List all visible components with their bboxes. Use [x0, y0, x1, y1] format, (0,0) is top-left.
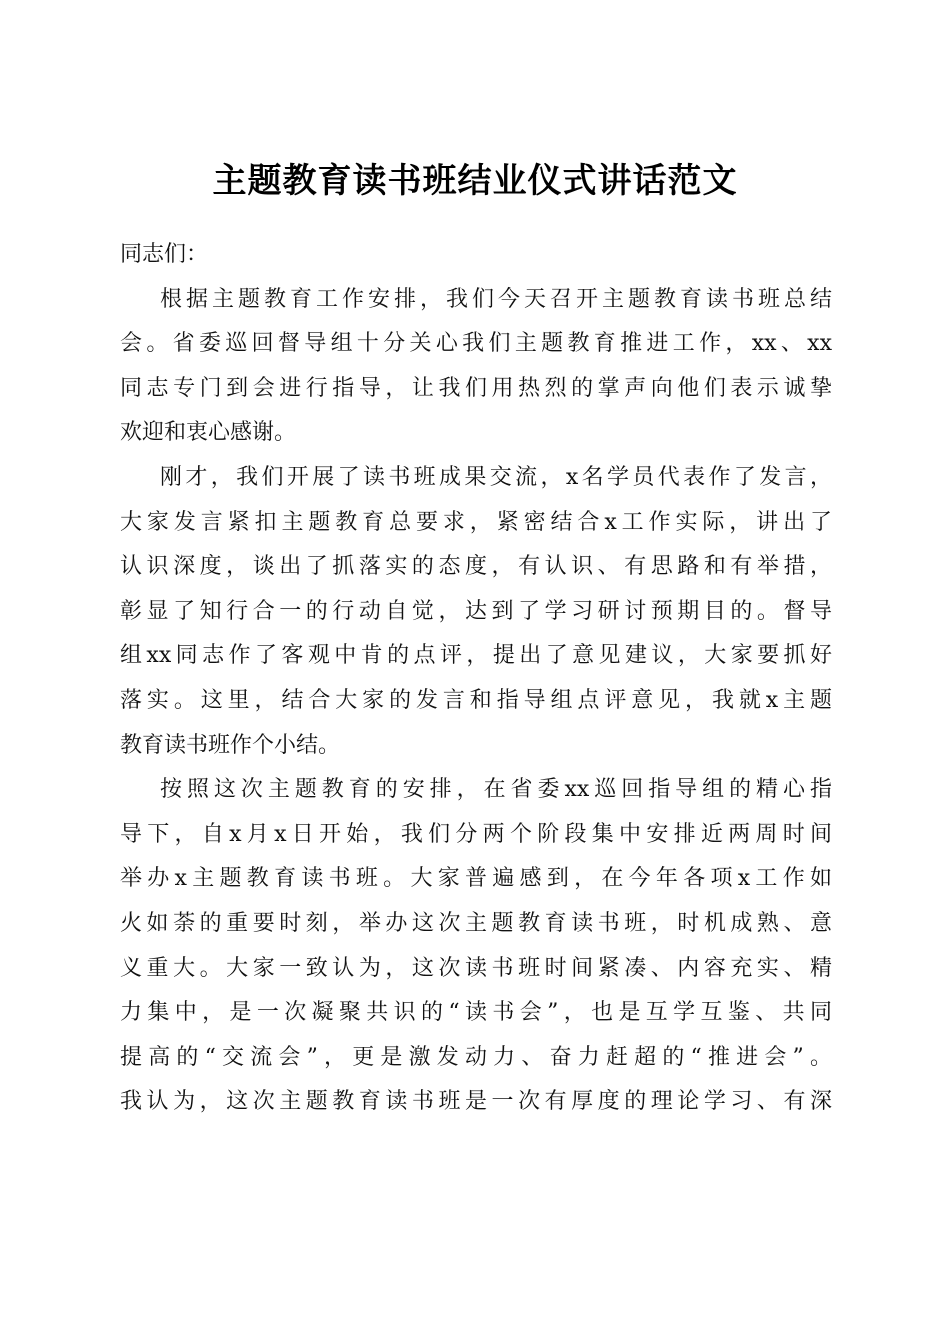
paragraph-line: 义重大。大家一致认为，这次读书班时间紧凑、内容充实、精 [120, 955, 832, 981]
paragraph-3 [120, 768, 832, 1125]
salutation: 同志们： [120, 242, 209, 267]
paragraph-line: 力集中，是一次凝聚共识的“读书会”，也是互学互鉴、共同 [120, 1000, 832, 1026]
paragraph-1 [120, 278, 832, 456]
paragraph-2 [120, 456, 832, 768]
paragraph-line: 根据主题教育工作安排，我们今天召开主题教育读书班总结 [160, 286, 832, 312]
paragraph-line: 火如荼的重要时刻，举办这次主题教育读书班，时机成熟、意 [120, 910, 832, 936]
paragraph-line: 认识深度，谈出了抓落实的态度，有认识、有思路和有举措， [120, 554, 832, 580]
paragraph-line: 组xx同志作了客观中肯的点评，提出了意见建议，大家要抓好 [120, 643, 832, 669]
paragraph-line: 举办x主题教育读书班。大家普遍感到，在今年各项x工作如 [120, 866, 832, 892]
paragraph-line: 同志专门到会进行指导，让我们用热烈的掌声向他们表示诚挚 [120, 375, 832, 401]
paragraph-line: 会。省委巡回督导组十分关心我们主题教育推进工作，xx、xx [120, 331, 832, 357]
document-title: 主题教育读书班结业仪式讲话范文 [212, 160, 738, 201]
paragraph-line: 彰显了知行合一的行动自觉，达到了学习研讨预期目的。督导 [120, 598, 832, 624]
paragraph-line: 大家发言紧扣主题教育总要求，紧密结合x工作实际，讲出了 [120, 509, 832, 535]
paragraph-line: 落实。这里，结合大家的发言和指导组点评意见，我就x主题 [120, 687, 832, 713]
paragraph-line: 我认为，这次主题教育读书班是一次有厚度的理论学习、有深 [120, 1089, 832, 1115]
paragraph-line: 按照这次主题教育的安排，在省委xx巡回指导组的精心指 [160, 777, 832, 803]
paragraph-line: 导下，自x月x日开始，我们分两个阶段集中安排近两周时间 [120, 821, 832, 847]
paragraph-line: 刚才，我们开展了读书班成果交流，x名学员代表作了发言， [160, 464, 832, 490]
paragraph-line: 欢迎和衷心感谢。 [120, 420, 297, 446]
paragraph-line: 提高的“交流会”，更是激发动力、奋力赶超的“推进会”。 [120, 1044, 832, 1070]
paragraph-line: 教育读书班作个小结。 [120, 732, 341, 758]
document-body [120, 233, 832, 1125]
